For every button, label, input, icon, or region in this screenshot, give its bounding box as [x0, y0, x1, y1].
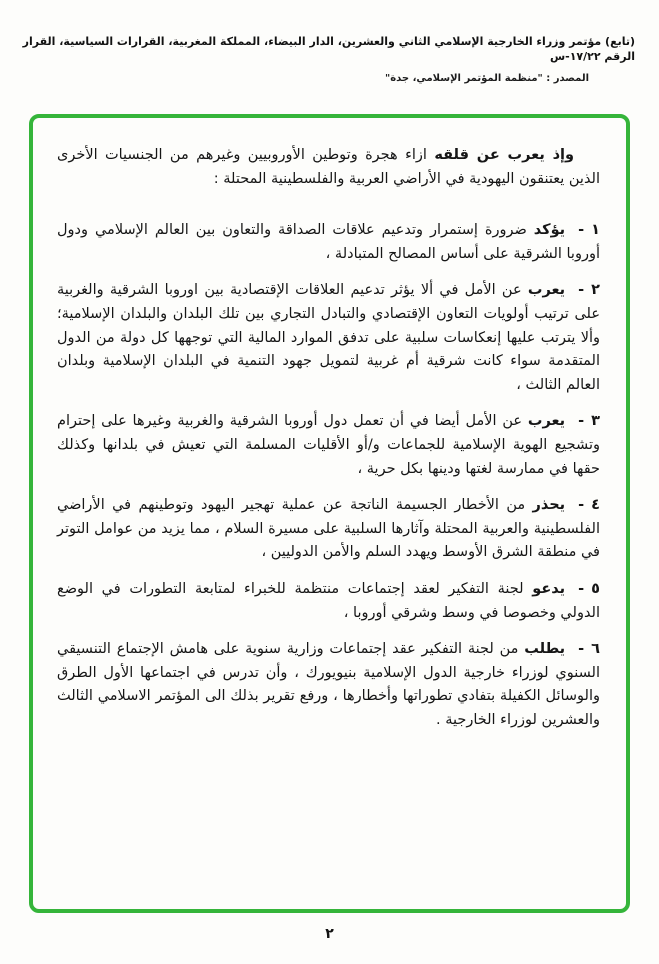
item-text: ضرورة إستمرار وتدعيم علاقات الصداقة والتعاون بين العالم الإسلامي ودول أوروبا الشرقية على أساس المصالح المتبادلة ،: [57, 222, 600, 262]
item-lead: يدعو: [532, 580, 566, 597]
item-lead: يعرب: [527, 282, 566, 299]
item-lead: يطلب: [524, 641, 566, 658]
intro-text: ازاء هجرة وتوطين الأوروبيين وغيرهم من الجنسيات الأخرى الذين يعتنقون اليهودية في الأراضي العربية والفلسطينية المحتلة :: [57, 147, 600, 187]
resolution-item-5: [57, 578, 600, 625]
item-number: ٥: [591, 580, 601, 597]
resolution-item-6: [57, 638, 600, 732]
intro-paragraph: [57, 144, 600, 191]
resolution-item-3: [57, 410, 600, 481]
item-text: من لجنة التفكير عقد إجتماعات وزارية سنوية على هامش الإجتماع التنسيقي السنوي لوزراء خارجية الدول الإسلامية بنيويورك ، وأن تدرس في اجتماعها الأول الطرق والوسائل الكفيلة بتفادي تطوراتها وأخطارها ، ورفع تقرير بذلك الى المؤتمر الاسلامي الثالث والعشرين لوزراء الخارجية .: [57, 641, 600, 728]
item-dash: -: [578, 497, 585, 514]
resolution-item-4: [57, 494, 600, 565]
page-number: ٢: [325, 926, 334, 942]
item-dash: -: [578, 413, 585, 430]
item-lead: يؤكد: [533, 222, 566, 239]
item-text: لجنة التفكير لعقد إجتماعات منتظمة للخبراء لمتابعة التطورات في الوضع الدولي وخصوصا في وسط وشرقي أوروبا ،: [57, 580, 600, 621]
item-number: ٤: [591, 497, 600, 514]
resolution-frame: [29, 114, 630, 913]
item-text: عن الأمل في ألا يؤثر تدعيم العلاقات الإقتصادية بين اوروبا الشرقية والغربية على ترتيب أولويات التعاون الإقتصادي والتبادل التجاري بين تلك البلدان والبلدان الإسلامية؛ وألا يترتب عليها إنعكاسات سلبية على تدفق الموارد المالية التي توجهها كل دولة من الدول المتقدمة سواء كانت شرقية أم غربية لتمويل جهود التنمية في البلدان الإسلامية وبلدان العالم الثالث ،: [57, 282, 600, 393]
resolution-item-2: [57, 279, 600, 397]
item-number: ٦: [591, 641, 601, 658]
item-number: ٢: [591, 282, 600, 299]
item-dash: -: [578, 282, 585, 299]
item-dash: -: [578, 580, 585, 597]
header-source: المصدر : "منظمة المؤتمر الإسلامي، جدة": [384, 73, 589, 84]
item-text: عن الأمل أيضا في أن تعمل دول أوروبا الشرقية والغربية وغيرها على إحترام وتشجيع الهوية الإسلامية للجماعات و/أو الأقليات المسلمة التي تعيش في بلدانها وكذلك حقها في ممارسة لغتها ودينها بكل حرية ،: [57, 413, 600, 477]
item-text: من الأخطار الجسيمة الناتجة عن عملية تهجير اليهود وتوطينهم في الأراضي الفلسطينية والعربية المحتلة وآثارها السلبية على مسيرة السلام ، مما يزيد من عوامل التوتر في منطقة الشرق الأوسط ويهدد السلم والأمن الدوليين ،: [57, 497, 600, 561]
intro-lead: وإذ يعرب عن قلقه: [434, 147, 575, 163]
resolution-item-1: [57, 219, 600, 266]
item-lead: يحذر: [532, 497, 566, 514]
item-dash: -: [578, 641, 585, 658]
header-citation: (تابع) مؤتمر وزراء الخارجية الإسلامي الثاني والعشرين، الدار البيضاء، المملكة المغربية، القرارات السياسية، القرار الرقم ١٧/٢٢-س: [22, 35, 635, 63]
item-lead: يعرب: [527, 413, 566, 430]
document-header: [16, 34, 635, 84]
item-number: ٣: [591, 413, 600, 430]
item-dash: -: [578, 222, 585, 239]
item-number: ١: [591, 222, 600, 239]
